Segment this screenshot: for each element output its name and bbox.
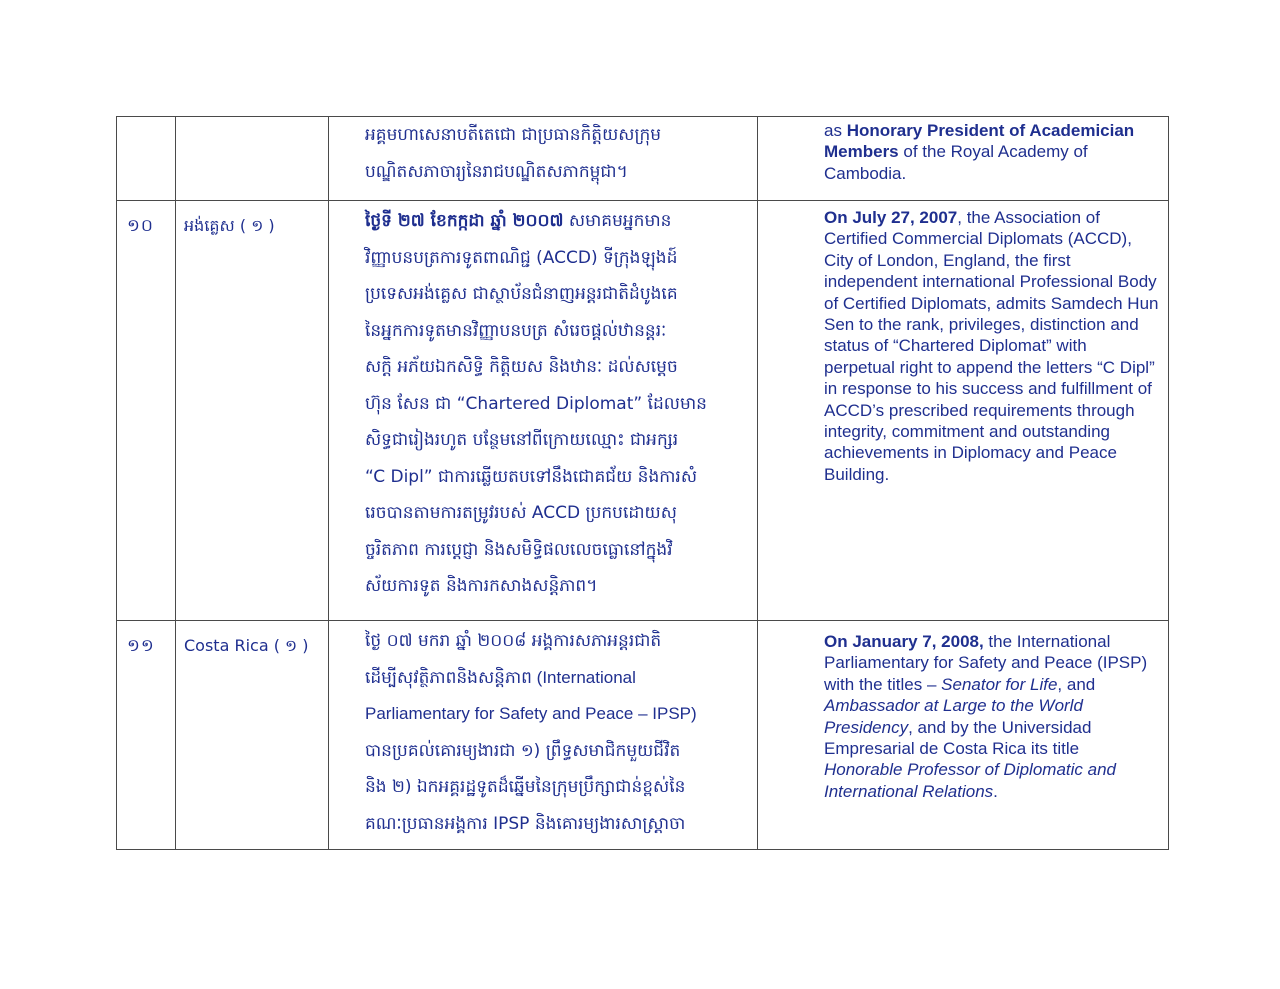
english-run: . [993,781,998,801]
row-number: ១០ [127,216,154,236]
country-name: អង់គ្លេស ( ១ ) [184,216,275,235]
khmer-line: និង ២) ឯកអគ្គរដ្ឋទូតដ៏ឆ្នើមនៃក្រុមប្រឹក្សាជាន់ខ្ពស់នៃ [365,777,686,797]
khmer-cell [329,201,758,621]
khmer-line: នៃអ្នកការទូតមានវិញ្ញាបនបត្រ សំរេចផ្តល់ឋានន្តរៈ [365,320,667,341]
country-name: Costa Rica ( ១ ) [184,636,309,655]
khmer-line: ស័យការទូត និងការកសាងសន្តិភាព។ [365,576,598,596]
english-bold-run: On January 7, 2008, [824,632,984,651]
khmer-line: ដើម្បីសុវត្ថិភាពនិងសន្តិភាព (International [365,667,636,687]
english-run: the International Parliamentary for Safety and Peace (IPSP) with the titles – [824,632,1148,694]
number-cell [117,621,176,850]
english-run: , the Association of Certified Commercial Diplomats (ACCD), City of London, England, the first independent international Professional Body of Certified Diplomats, admits Samdech Hun Sen to the rank, privileges, distinction and status of “Chartered Diplomat” with perpetual right to append the letters “C Dipl” in response to his success and fulfillment of ACCD’s prescribed requirements through integrity, commitment and outstanding achievements in Diplomacy and Peace Building. [824,208,1159,484]
khmer-line: បណ្ឌិតសភាចារ្យនៃរាជបណ្ឌិតសភាកម្ពុជា។ [365,161,628,182]
number-cell [117,201,176,621]
table-row [117,621,1169,850]
country-cell [176,201,329,621]
khmer-text [329,201,757,609]
khmer-text [329,621,757,846]
number-cell [117,117,176,201]
english-text [758,201,1168,493]
english-cell [758,201,1169,621]
english-text [758,621,1168,810]
english-run: , and by the Universidad Empresarial de Costa Rica its title [824,717,1092,759]
english-italic-run: Honorable Professor of Diplomatic and International Relations [824,760,1116,801]
row-number: ១១ [127,636,155,656]
khmer-line: វិញ្ញាបនបត្រការទូតពាណិជ្ជ (ACCD) ទីក្រុងឡុងដ៍ [365,247,678,268]
english-run: of the Royal Academy of Cambodia. [824,142,1088,183]
english-cell [758,621,1169,850]
row-number [117,117,175,131]
khmer-line: រេចបានតាមការតម្រូវរបស់ ACCD ប្រកបដោយសុ [365,503,677,523]
table-row [117,117,1169,201]
khmer-line: ហ៊ុន សែន ជា “Chartered Diplomat” ដែលមាន [365,393,707,414]
khmer-line: អគ្គមហាសេនាបតីតេជោ ជាប្រធានកិត្តិយសក្រុម [365,125,662,145]
english-cell [758,117,1169,201]
khmer-line: គណៈប្រធានអង្គការ IPSP និងគោរម្យងារសាស្ត្រាចា [365,813,686,834]
khmer-line: ប្រទេសអង់គ្លេស ជាស្ថាប័នជំនាញអន្តរជាតិដំបូងគេ [365,284,678,304]
khmer-line: សិទ្ធជារៀងរហូត បន្ថែមនៅពីក្រោយឈ្មោះ ជាអក្សរ [365,430,679,450]
khmer-line: Parliamentary for Safety and Peace – IPSP) [365,704,697,723]
khmer-line: ច្ចរិតភាព ការប្តេជ្ញា និងសមិទ្ធិផលលេចធ្លោនៅក្នុងវិ [365,539,673,560]
khmer-run: សមាគមអ្នកមាន [563,211,672,231]
english-italic-run: Senator for Life [941,674,1058,694]
english-bold-run: On July 27, 2007 [824,208,958,227]
khmer-line: ថ្ងៃ ០៧ មករា ឆ្នាំ ២០០៨ អង្គការសភាអន្តរជាតិ [365,631,662,651]
khmer-cell [329,621,758,850]
khmer-text [329,117,757,194]
country-cell [176,117,329,201]
table-row [117,201,1169,621]
khmer-bold-run: ថ្ងៃទី ២៧ ខែកក្កដា ឆ្នាំ ២០០៧ [365,211,564,231]
english-bold-run: Honorary President of Academician Members [824,121,1135,162]
khmer-line: បានប្រគល់គោរម្យងារជា ១) ព្រឹទ្ធសមាជិកមួយជីវិត [365,740,681,761]
khmer-line: “C Dipl” ជាការឆ្លើយតបទៅនឹងជោគជ័យ និងការសំ [365,466,698,487]
english-text [758,117,1168,192]
english-run: , and [1057,674,1096,694]
khmer-cell [329,117,758,201]
khmer-line: សក្តិ អភ័យឯកសិទ្ធិ កិត្តិយស និងឋានៈ ដល់សម្តេច [365,357,678,377]
english-italic-run: Ambassador at Large to the World Presidency [824,696,1083,737]
awards-table [116,116,1169,850]
english-run: as [824,121,847,140]
country-cell [176,621,329,850]
country-name [176,117,328,131]
